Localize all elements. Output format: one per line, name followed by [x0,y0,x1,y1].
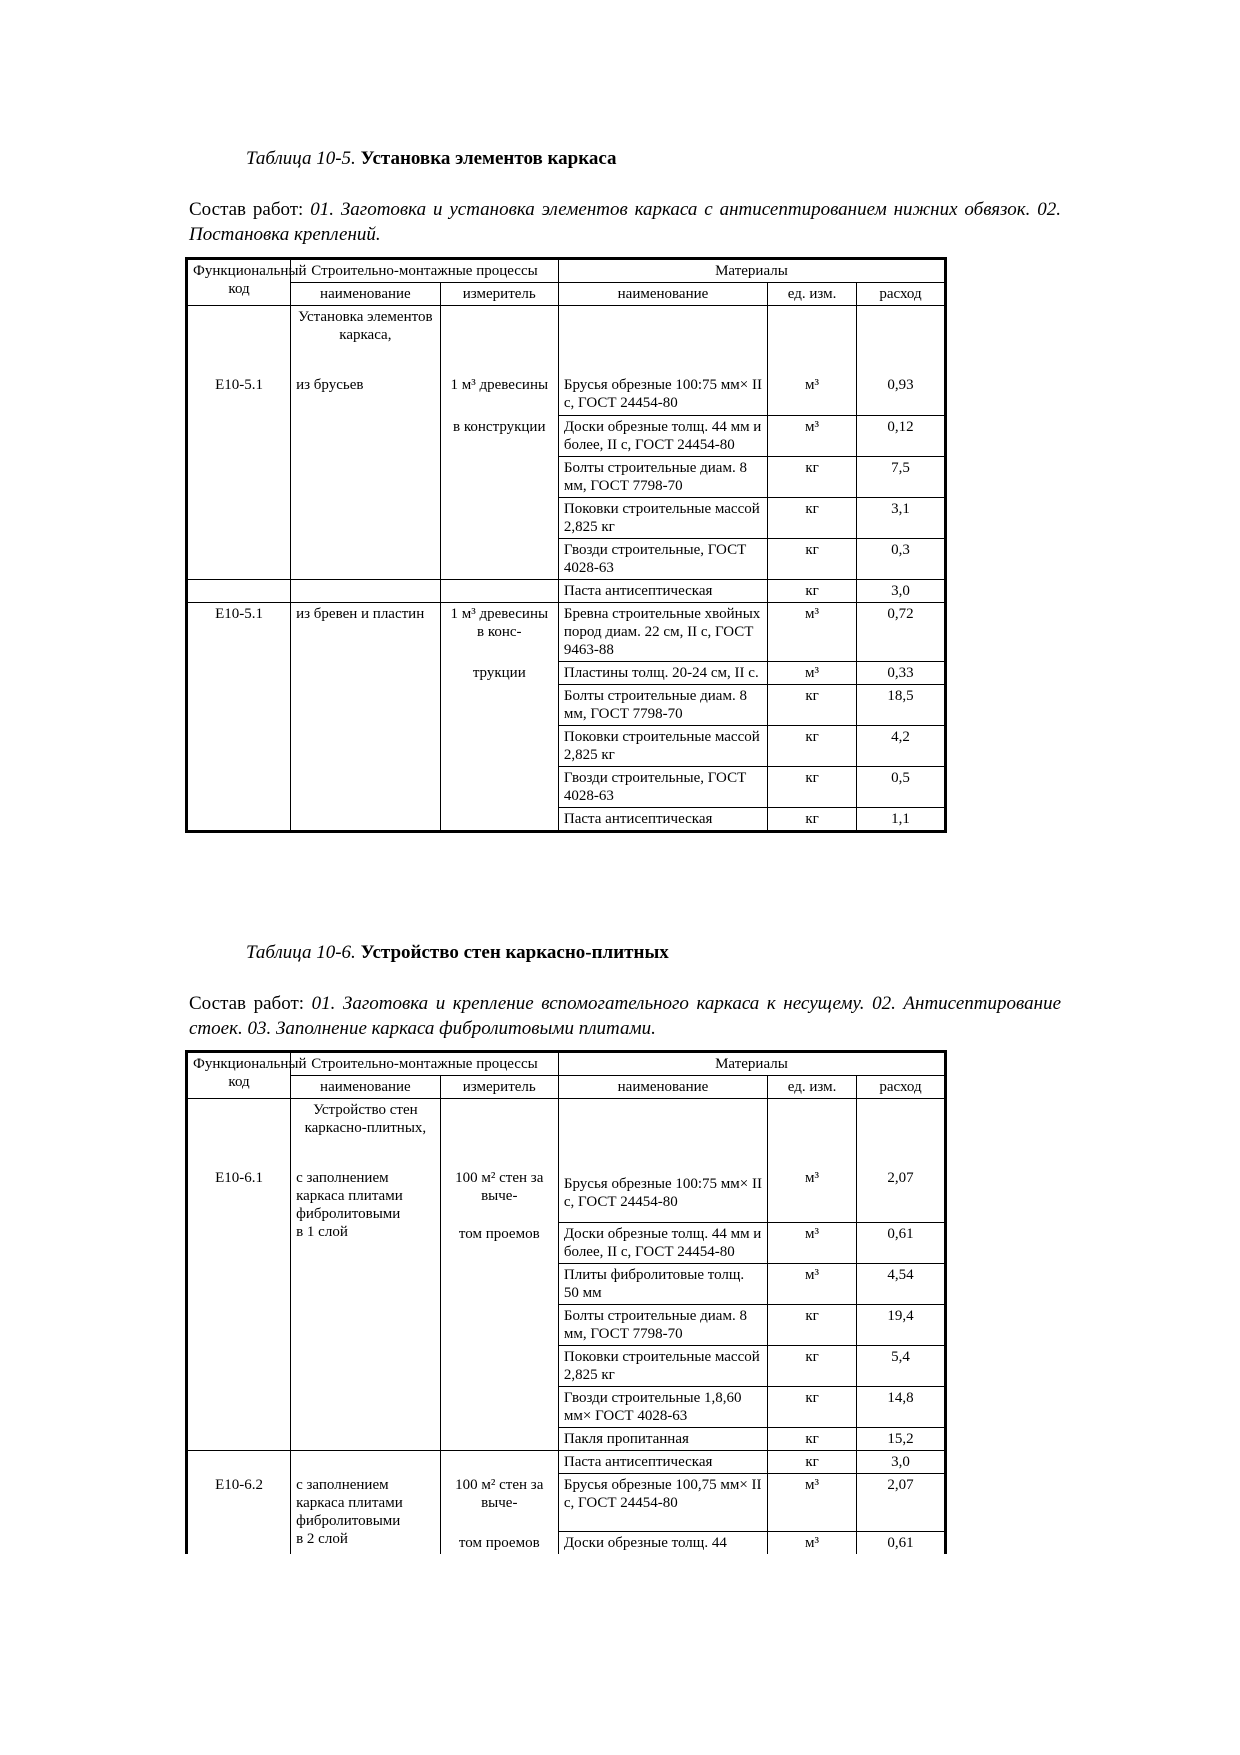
row-unit-cont: трукции [440,662,558,685]
header-materials: Материалы [558,259,945,283]
material-qty: 3,1 [857,498,946,539]
material-name: Плиты фибролитовые толщ. 50 мм [558,1264,767,1305]
header-proc-unit: измеритель [440,1076,558,1099]
norm-table-10-6 [185,1050,947,1554]
row-process-name-b: в 1 слой [296,1223,348,1240]
material-qty: 19,4 [857,1305,946,1346]
header-code: Функциональный код [187,1052,291,1099]
material-unit: м³ [768,603,857,662]
composition-label: Состав работ: [189,993,305,1014]
row-unit-cont: в конструкции [440,416,558,457]
material-name: Гвозди строительные, ГОСТ 4028-63 [558,767,767,808]
row-code: Е10-6.2 [187,1474,291,1532]
header-mat-unit: ед. изм. [768,283,857,306]
header-mat-qty: расход [857,1076,946,1099]
material-unit: кг [768,1428,857,1451]
header-proc-name: наименование [291,283,441,306]
material-unit: м³ [768,416,857,457]
table-row [187,1167,946,1223]
composition-text: 01. Заготовка и установка элементов каркаса с антисептированием нижних обвязок. 02. Постановка креплений. [189,199,1061,245]
header-mat-qty: расход [857,283,946,306]
row-process-name-b: в 2 слой [296,1530,348,1547]
row-process-name [291,1474,441,1555]
table-title: Установка элементов каркаса [360,148,617,169]
material-qty: 18,5 [857,685,946,726]
header-materials: Материалы [558,1052,945,1076]
material-qty: 2,07 [857,1474,946,1532]
table-row [187,1428,946,1451]
table-number: Таблица 10-5. [246,148,356,169]
material-unit: кг [768,726,857,767]
material-unit: кг [768,498,857,539]
table-row [187,1451,946,1474]
material-unit: м³ [768,662,857,685]
row-unit: 100 м² стен за выче- [440,1474,558,1532]
table-row [187,808,946,832]
material-qty: 7,5 [857,457,946,498]
row-code: Е10-5.1 [187,603,291,662]
row-code: Е10-5.1 [187,374,291,416]
header-processes: Строительно-монтажные процессы [291,1052,559,1076]
material-name: Доски обрезные толщ. 44 мм и более, II с, ГОСТ 24454-80 [558,416,767,457]
header-code: Функциональный код [187,259,291,306]
material-name: Поковки строительные массой 2,825 кг [558,1346,767,1387]
row-unit: 1 м³ древесины [440,374,558,416]
material-name: Поковки строительные массой 2,825 кг [558,726,767,767]
composition-text: 01. Заготовка и крепление вспомогательного каркаса к несущему. 02. Антисептирование стоек. 03. Заполнение каркаса фибролитовыми плитами. [189,993,1062,1039]
header-processes: Строительно-монтажные процессы [291,259,559,283]
composition-label: Состав работ: [189,199,304,220]
norm-table-10-5 [185,257,947,833]
table-row [187,1387,946,1428]
material-qty: 0,61 [857,1532,946,1555]
row-process-name: из бревен и пластин [291,603,441,662]
row-unit: 1 м³ древесины в конс- [440,603,558,662]
material-unit: кг [768,457,857,498]
header-mat-name: наименование [558,283,767,306]
row-process-name-a: с заполнением каркаса плитами фибролитовыми [296,1169,403,1222]
material-unit: кг [768,539,857,580]
material-qty: 5,4 [857,1346,946,1387]
material-unit: кг [768,767,857,808]
material-name: Гвозди строительные 1,8,60 мм× ГОСТ 4028-63 [558,1387,767,1428]
material-name: Доски обрезные толщ. 44 мм и более, II с, ГОСТ 24454-80 [558,1223,767,1264]
table-caption-10-6 [246,942,669,964]
material-unit: м³ [768,374,857,416]
material-name: Паста антисептическая [558,580,767,603]
material-qty: 3,0 [857,580,946,603]
table-title: Устройство стен каркасно-плитных [360,942,669,963]
table-number: Таблица 10-6. [246,942,356,963]
material-name: Паста антисептическая [558,1451,767,1474]
table-row [187,416,946,457]
material-qty: 4,54 [857,1264,946,1305]
table-row [187,685,946,726]
table-row [187,603,946,662]
material-name: Паста антисептическая [558,808,767,832]
section-title: Установка элементов каркаса, [291,306,441,374]
work-composition [189,197,1061,247]
row-process-name-a: с заполнением каркаса плитами фибролитовыми [296,1476,403,1529]
material-qty: 2,07 [857,1167,946,1223]
material-unit: кг [768,580,857,603]
material-qty: 0,72 [857,603,946,662]
material-unit: м³ [768,1223,857,1264]
material-qty: 14,8 [857,1387,946,1428]
table-row [187,1305,946,1346]
table-row [187,457,946,498]
material-name: Брусья обрезные 100:75 мм× II с, ГОСТ 24454-80 [558,1167,767,1223]
table-row [187,726,946,767]
row-process-name [291,1167,441,1264]
material-qty: 0,3 [857,539,946,580]
material-unit: кг [768,1451,857,1474]
material-qty: 0,12 [857,416,946,457]
material-unit: м³ [768,1474,857,1532]
material-qty: 0,5 [857,767,946,808]
header-proc-unit: измеритель [440,283,558,306]
row-unit: 100 м² стен за выче- [440,1167,558,1223]
material-name: Болты строительные диам. 8 мм, ГОСТ 7798-70 [558,457,767,498]
row-unit-cont: том проемов [440,1532,558,1555]
material-qty: 0,61 [857,1223,946,1264]
material-unit: м³ [768,1532,857,1555]
table-row [187,662,946,685]
table-row [187,498,946,539]
table-row [187,539,946,580]
table-row [187,374,946,416]
material-unit: кг [768,1305,857,1346]
material-name: Гвозди строительные, ГОСТ 4028-63 [558,539,767,580]
material-qty: 15,2 [857,1428,946,1451]
material-name: Болты строительные диам. 8 мм, ГОСТ 7798-70 [558,685,767,726]
row-unit-cont: том проемов [440,1223,558,1264]
material-unit: кг [768,1346,857,1387]
material-qty: 0,33 [857,662,946,685]
material-unit: м³ [768,1167,857,1223]
material-name: Бревна строительные хвойных пород диам. 22 см, II с, ГОСТ 9463-88 [558,603,767,662]
material-name: Болты строительные диам. 8 мм, ГОСТ 7798-70 [558,1305,767,1346]
material-unit: кг [768,1387,857,1428]
material-name: Поковки строительные массой 2,825 кг [558,498,767,539]
material-qty: 1,1 [857,808,946,832]
material-name: Брусья обрезные 100,75 мм× II с, ГОСТ 24454-80 [558,1474,767,1532]
material-name: Доски обрезные толщ. 44 [558,1532,767,1555]
material-unit: кг [768,685,857,726]
table-row [187,767,946,808]
material-qty: 0,93 [857,374,946,416]
row-process-name: из брусьев [291,374,441,416]
section-title: Устройство стен каркасно-плитных, [291,1099,441,1167]
table-row [187,580,946,603]
table-row [187,1264,946,1305]
row-code: Е10-6.1 [187,1167,291,1223]
header-proc-name: наименование [291,1076,441,1099]
table-row [187,1474,946,1532]
table-row [187,1346,946,1387]
material-unit: кг [768,808,857,832]
header-mat-name: наименование [558,1076,767,1099]
work-composition [189,991,1061,1041]
table-caption-10-5 [246,148,617,170]
material-name: Брусья обрезные 100:75 мм× II с, ГОСТ 24454-80 [558,374,767,416]
material-qty: 3,0 [857,1451,946,1474]
material-name: Пластины толщ. 20-24 см, II с. [558,662,767,685]
header-mat-unit: ед. изм. [768,1076,857,1099]
material-name: Пакля пропитанная [558,1428,767,1451]
material-qty: 4,2 [857,726,946,767]
material-unit: м³ [768,1264,857,1305]
